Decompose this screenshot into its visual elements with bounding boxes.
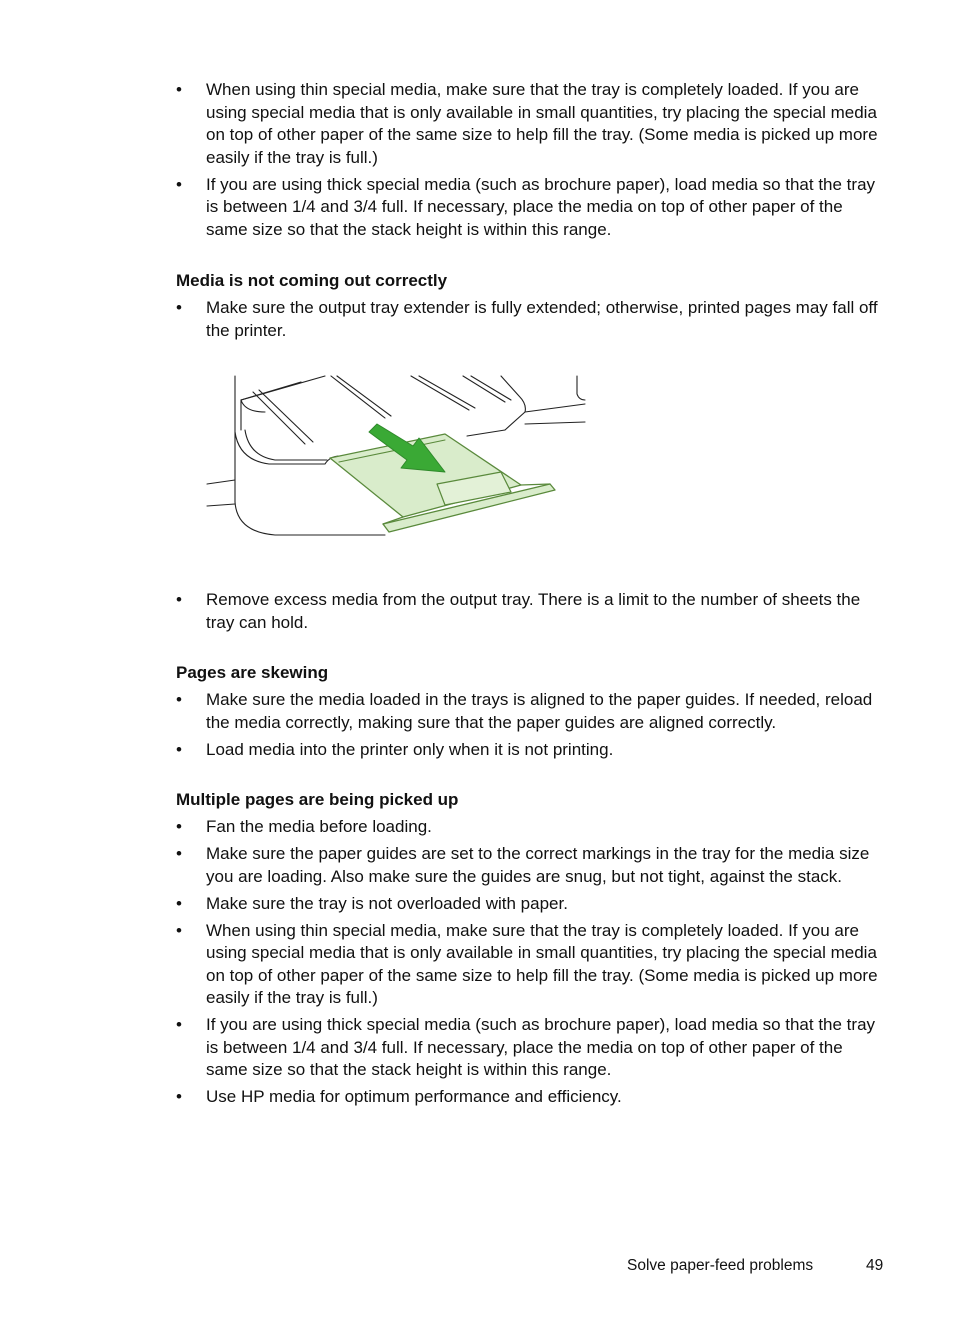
excess-media-bullet-list xyxy=(176,589,888,634)
list-item: • Load media into the printer only when it is not printing. xyxy=(176,739,888,762)
not-coming-out-bullet-list xyxy=(176,297,888,342)
list-item: • If you are using thick special media (such as brochure paper), load media so that the tray is between 1/4 and 3/4 full. If necessary, place the media on top of other paper of the same size so that the stack height is within this range. xyxy=(176,174,888,242)
list-item: • Remove excess media from the output tray. There is a limit to the number of sheets the tray can hold. xyxy=(176,589,888,634)
output-tray-illustration xyxy=(205,372,587,538)
list-item: • When using thin special media, make sure that the tray is completely loaded. If you are using special media that is only available in small quantities, try placing the special media on top of other paper of the same size to help fill the tray. (Some media is picked up more easily if the tray is full.) xyxy=(176,79,888,169)
section-heading: Pages are skewing xyxy=(176,663,329,682)
footer-section-title: Solve paper-feed problems xyxy=(627,1257,814,1274)
section-heading: Media is not coming out correctly xyxy=(176,271,448,290)
list-item: • When using thin special media, make sure that the tray is completely loaded. If you are using special media that is only available in small quantities, try placing the special media on top of other paper of the same size to help fill the tray. (Some media is picked up more easily if the tray is full.) xyxy=(176,920,888,1010)
printer-tray-drawing xyxy=(205,372,587,538)
list-item: • Make sure the tray is not overloaded with paper. xyxy=(176,893,888,916)
list-item: • Make sure the output tray extender is fully extended; otherwise, printed pages may fall off the printer. xyxy=(176,297,888,342)
list-item: • Make sure the paper guides are set to the correct markings in the tray for the media size you are loading. Also make sure the guides are snug, but not tight, against the stack. xyxy=(176,843,888,888)
list-item: • If you are using thick special media (such as brochure paper), load media so that the tray is between 1/4 and 3/4 full. If necessary, place the media on top of other paper of the same size so that the stack height is within this range. xyxy=(176,1014,888,1082)
excess-media-section xyxy=(176,589,888,639)
intro-section xyxy=(176,79,888,246)
skewing-bullet-list xyxy=(176,689,888,761)
multiple-pages-section xyxy=(176,789,888,1113)
list-item: • Make sure the media loaded in the trays is aligned to the paper guides. If needed, reload the media correctly, making sure that the paper guides are aligned correctly. xyxy=(176,689,888,734)
intro-bullet-list xyxy=(176,79,888,241)
list-item: • Use HP media for optimum performance and efficiency. xyxy=(176,1086,888,1109)
multiple-pages-bullet-list xyxy=(176,816,888,1109)
list-item: • Fan the media before loading. xyxy=(176,816,888,839)
page-number: 49 xyxy=(866,1257,884,1274)
skewing-section xyxy=(176,662,888,766)
not-coming-out-section xyxy=(176,270,888,347)
section-heading: Multiple pages are being picked up xyxy=(176,790,459,809)
